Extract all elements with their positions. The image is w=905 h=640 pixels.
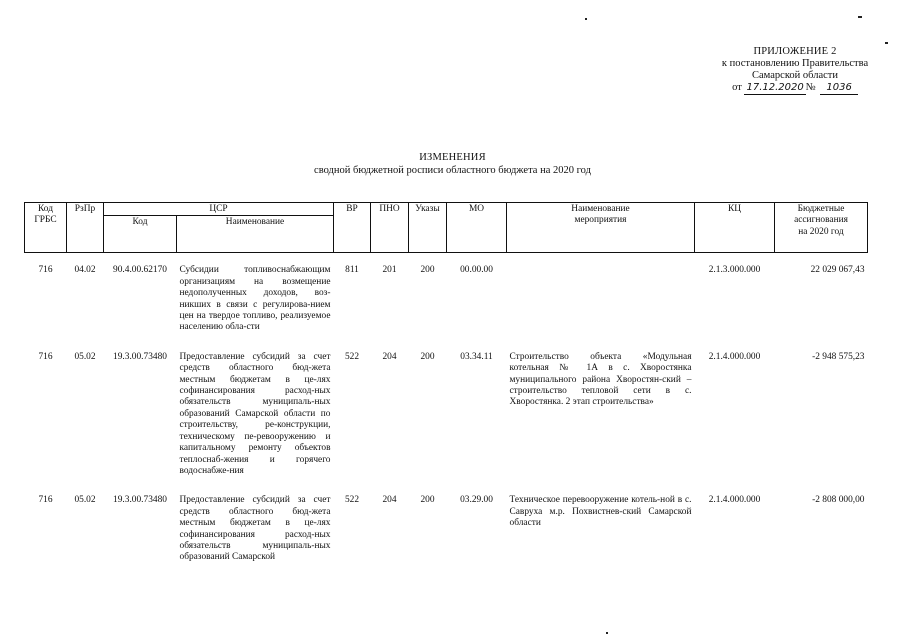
cell-csr-name: Предоставление субсидий за счет средств областного бюд-жета местным бюджетам в це-лях софинансирования расход-ных обязательств муниципаль-ных образований Самарской bbox=[179, 495, 331, 563]
cell-mo: 03.34.11 bbox=[460, 351, 493, 362]
spacer-row bbox=[25, 253, 868, 266]
scan-speck bbox=[858, 16, 862, 18]
scan-speck bbox=[585, 18, 587, 20]
table-row bbox=[25, 352, 868, 477]
cell-mo: 00.00.00 bbox=[460, 265, 493, 276]
header-vr: ВР bbox=[334, 203, 371, 253]
cell-amount: 22 029 067,43 bbox=[810, 265, 865, 276]
cell-grbs: 716 bbox=[38, 351, 53, 362]
scan-speck bbox=[606, 632, 608, 634]
order-date-handwritten: 17.12.2020 bbox=[746, 82, 804, 93]
order-date-prefix: от bbox=[732, 82, 742, 93]
cell-rzpr: 05.02 bbox=[74, 495, 96, 506]
cell-kc: 2.1.4.000.000 bbox=[708, 351, 761, 362]
cell-csr-code: 19.3.00.73480 bbox=[113, 495, 167, 506]
appendix-title: ПРИЛОЖЕНИЕ 2 bbox=[753, 46, 837, 57]
table-header-row bbox=[25, 203, 868, 216]
header-mo: МО bbox=[447, 203, 507, 253]
cell-vr: 522 bbox=[344, 351, 360, 362]
order-number-handwritten: 1036 bbox=[820, 82, 857, 95]
appendix-block bbox=[700, 46, 890, 95]
cell-event: Техническое перевооружение котель-ной в с. Савруха м.р. Похвистнев-ский Самарской области bbox=[509, 495, 692, 529]
cell-event: Строительство объекта «Модульная котельная № 1А в с. Хворостянка муниципального района Хворостян-ский – строительство тепловой сети в с. Хворостянка. 2 этап строительства» bbox=[509, 351, 692, 408]
header-ukazy: Указы bbox=[409, 203, 447, 253]
header-amount: Бюджетные ассигнования на 2020 год bbox=[775, 203, 868, 253]
header-grbs: Код ГРБС bbox=[25, 203, 67, 253]
cell-vr: 811 bbox=[345, 265, 359, 276]
document-subtitle: сводной бюджетной росписи областного бюджета на 2020 год bbox=[314, 165, 591, 176]
order-number-sign: № bbox=[805, 82, 816, 93]
cell-kc: 2.1.4.000.000 bbox=[708, 495, 761, 506]
header-rzpr: РзПр bbox=[67, 203, 104, 253]
cell-csr-code: 90.4.00.62170 bbox=[113, 265, 167, 276]
budget-changes-table bbox=[24, 202, 868, 564]
cell-ukazy: 200 bbox=[420, 495, 435, 506]
row-gap bbox=[25, 334, 868, 352]
table-row bbox=[25, 495, 868, 563]
header-event: Наименование мероприятия bbox=[507, 203, 695, 253]
header-kc: КЦ bbox=[695, 203, 775, 253]
cell-ukazy: 200 bbox=[420, 351, 435, 362]
table-row bbox=[25, 265, 868, 333]
document-title: ИЗМЕНЕНИЯ bbox=[419, 152, 486, 163]
row-gap bbox=[25, 477, 868, 495]
cell-csr-name: Предоставление субсидий за счет средств областного бюд-жета местным бюджетам в це-лях софинансирования расход-ных обязательств муниципаль-ных образований Самарской области по строительству, ре-конструкции, техническому пе-ревооружению и капитальному ремонту объектов теплоснаб-жения и горячего водоснабже-ния bbox=[179, 351, 331, 476]
header-csr: ЦСР bbox=[104, 203, 334, 216]
cell-event bbox=[507, 265, 695, 333]
header-csr-code: Код bbox=[104, 216, 177, 253]
scan-speck bbox=[885, 42, 888, 44]
cell-csr-name: Субсидии топливоснабжающим организациям на возмещение недополученных доходов, воз-никших в связи с регулирова-нием цен на твердое топливо, реализуемое населению обла-сти bbox=[179, 265, 331, 333]
document-heading bbox=[0, 151, 905, 177]
cell-mo: 03.29.00 bbox=[460, 495, 493, 506]
cell-ukazy: 200 bbox=[420, 265, 435, 276]
cell-grbs: 716 bbox=[38, 265, 53, 276]
cell-rzpr: 04.02 bbox=[74, 265, 96, 276]
cell-vr: 522 bbox=[344, 495, 360, 506]
cell-amount: -2 948 575,23 bbox=[812, 351, 865, 362]
cell-pno: 201 bbox=[382, 265, 397, 276]
cell-rzpr: 05.02 bbox=[74, 351, 96, 362]
header-csr-name: Наименование bbox=[177, 216, 334, 253]
cell-pno: 204 bbox=[382, 495, 397, 506]
appendix-line-2: Самарской области bbox=[752, 70, 838, 81]
cell-amount: -2 808 000,00 bbox=[812, 495, 865, 506]
cell-pno: 204 bbox=[382, 351, 397, 362]
cell-kc: 2.1.3.000.000 bbox=[708, 265, 761, 276]
cell-grbs: 716 bbox=[38, 495, 53, 506]
appendix-order-line bbox=[700, 82, 890, 95]
header-pno: ПНО bbox=[371, 203, 409, 253]
cell-csr-code: 19.3.00.73480 bbox=[113, 351, 167, 362]
appendix-line-1: к постановлению Правительства bbox=[721, 58, 869, 69]
